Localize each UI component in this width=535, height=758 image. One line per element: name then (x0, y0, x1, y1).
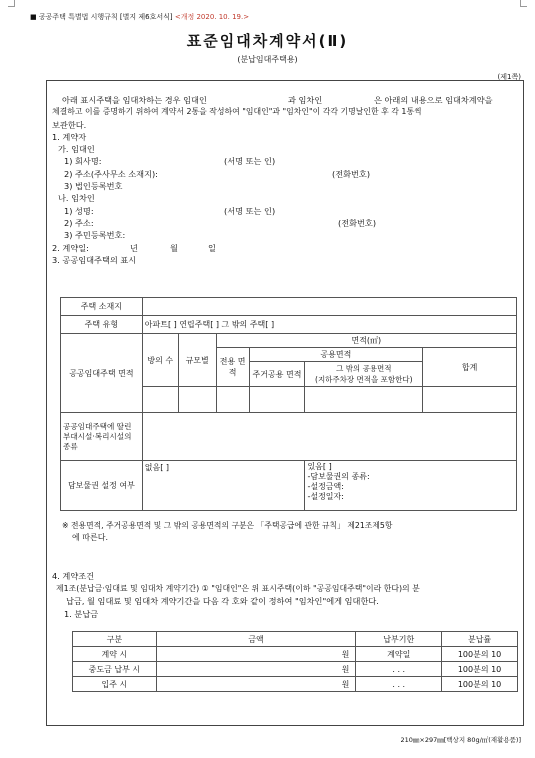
row-rate: 100분의 10 (442, 677, 518, 692)
table-row (73, 677, 518, 692)
installment-heading: 1. 분납금 (64, 608, 99, 619)
intro-line-1 (52, 94, 520, 106)
exclusive-value[interactable] (216, 387, 249, 413)
tenant-address-label: 2) 주소: (64, 217, 94, 228)
size-class-label: 규모별 (178, 334, 216, 387)
facilities-label: 공공임대주택에 딸린 부대시설·복리시설의 종류 (61, 413, 143, 461)
residential-common-value[interactable] (249, 387, 305, 413)
note-line-1: ※ 전용면적, 주거공용면적 및 그 밖의 공용면적의 구분은 「주택공급에 관한 규칙」 제21조제5항 (62, 521, 393, 530)
common-label: 공용면적 (249, 348, 423, 362)
other-common-value[interactable] (305, 387, 423, 413)
row-rate: 100분의 10 (442, 647, 518, 662)
area-note (62, 520, 522, 544)
row-amount[interactable]: 원 (156, 647, 356, 662)
collateral-date: -설정일자: (307, 492, 344, 501)
other-common-label (305, 362, 423, 387)
landlord-sign-label: (서명 또는 인) (224, 156, 276, 167)
intro-line-2: 체결하고 이를 증명하기 위하여 계약서 2통을 작성하여 "임대인"과 "임차인"이 각각 기명날인한 후 각 1통씩 (52, 107, 422, 117)
table-row (73, 662, 518, 677)
col-rate: 분납률 (442, 632, 518, 647)
facilities-value[interactable] (142, 413, 516, 461)
residential-common-label: 주거공용 면적 (249, 362, 305, 387)
month-label: 월 (170, 242, 178, 253)
landlord-phone-label: (전화번호) (332, 168, 371, 179)
exclusive-label: 전용 면적 (216, 348, 249, 387)
page-number: (제1쪽) (497, 73, 521, 81)
collateral-exists-cell (305, 461, 517, 511)
page-title: 표준임대차계약서(Ⅱ) (186, 32, 349, 50)
collateral-amount: -설정금액: (307, 482, 344, 491)
collateral-type: -담보물권의 종류: (307, 472, 370, 481)
row-due[interactable]: . . . (356, 677, 442, 692)
contract-date-label: 2. 계약일: (52, 242, 89, 253)
collateral-none[interactable]: 없음[ ] (142, 461, 305, 511)
resident-no-label: 3) 주민등록번호: (64, 230, 126, 241)
day-label: 일 (208, 242, 216, 253)
page-corner-mark-right (520, 0, 527, 7)
paper-spec-footer: 210㎜×297㎜[백상지 80g/㎡(재활용품)] (400, 736, 521, 744)
other-common-title: 그 밖의 공용면적 (336, 364, 392, 373)
landlord-heading: 가. 임대인 (58, 144, 95, 155)
area-header-row (61, 334, 517, 348)
tenant-name-row (52, 205, 520, 217)
row-due: 계약일 (356, 647, 442, 662)
row-due[interactable]: . . . (356, 662, 442, 677)
intro-line-3: 보관한다. (52, 119, 87, 130)
area-header: 면적(㎡) (216, 334, 516, 348)
total-value[interactable] (423, 387, 517, 413)
tenant-sign-label: (서명 또는 인) (224, 205, 276, 216)
section3-heading: 3. 공공임대주택의 표시 (52, 254, 137, 265)
type-options[interactable]: 아파트[ ] 연립주택[ ] 그 밖의 주택[ ] (142, 316, 516, 334)
type-row (61, 316, 517, 334)
landlord-address-label: 2) 주소(주사무소 소재지): (64, 168, 158, 179)
location-row (61, 298, 517, 316)
location-value[interactable] (142, 298, 516, 316)
room-count-value[interactable] (142, 387, 178, 413)
collateral-row (61, 461, 517, 511)
type-label: 주택 유형 (61, 316, 143, 334)
article1-line2: 납금, 월 임대료 및 임대차 계약기간을 다음 각 호와 같이 정하여 "임차인"에게 임대한다. (66, 596, 379, 607)
facilities-row (61, 413, 517, 461)
landlord-company-row (52, 155, 520, 167)
note-line-2: 에 따른다. (72, 533, 108, 542)
row-label: 입주 시 (73, 677, 157, 692)
total-label: 합계 (423, 348, 517, 387)
tenant-address-row (52, 217, 520, 229)
room-count-label: 방의 수 (142, 334, 178, 387)
collateral-label: 담보물권 설정 여부 (61, 461, 143, 511)
tenant-heading: 나. 임차인 (58, 193, 95, 204)
row-amount[interactable]: 원 (156, 662, 356, 677)
row-label: 중도금 납부 시 (73, 662, 157, 677)
col-amount: 금액 (156, 632, 356, 647)
year-label: 년 (130, 242, 138, 253)
article1-line1: 제1조(분납금·임대료 및 임대차 계약기간) ① "임대인"은 위 표시주택(이하 "공공임대주택"이라 한다)의 분 (56, 583, 420, 593)
payment-table (72, 631, 518, 692)
parties-heading: 1. 계약자 (52, 131, 87, 142)
section4-heading: 4. 계약조건 (52, 571, 95, 581)
location-label: 주택 소재지 (61, 298, 143, 316)
page-corner-mark-left (8, 0, 15, 7)
intro-text-b: 과 임차인 (288, 95, 323, 105)
row-label: 계약 시 (73, 647, 157, 662)
tenant-phone-label: (전화번호) (338, 217, 377, 228)
tenant-name-label: 1) 성명: (64, 205, 94, 216)
company-name-label: 1) 회사명: (64, 156, 102, 167)
payment-header-row (73, 632, 518, 647)
area-label: 공공임대주택 면적 (61, 334, 143, 413)
intro-text-c: 은 아래의 내용으로 임대차계약을 (374, 95, 493, 105)
form-source-line (30, 12, 249, 22)
contract-date-row (52, 242, 520, 254)
collateral-exists[interactable]: 있음[ ] (307, 462, 332, 471)
revision-note: <개정 2020. 10. 19.> (174, 13, 250, 21)
col-category: 구분 (73, 632, 157, 647)
intro-text-a: 아래 표시주택을 임대차하는 경우 임대인 (62, 95, 207, 105)
col-due: 납부기한 (356, 632, 442, 647)
contract-body (52, 94, 520, 266)
section4 (52, 570, 520, 620)
row-rate: 100분의 10 (442, 662, 518, 677)
size-class-value[interactable] (178, 387, 216, 413)
source-text: ■ 공공주택 특별법 시행규칙 [별지 제6호서식] (30, 13, 173, 21)
landlord-address-row (52, 168, 520, 180)
corp-no-label: 3) 법인등록번호 (64, 181, 123, 192)
row-amount[interactable]: 원 (156, 677, 356, 692)
table-row (73, 647, 518, 662)
page-subtitle: (분납임대주택용) (237, 55, 298, 64)
housing-table (60, 297, 517, 511)
other-common-note: (지하주차장 면적을 포함한다) (315, 375, 413, 384)
